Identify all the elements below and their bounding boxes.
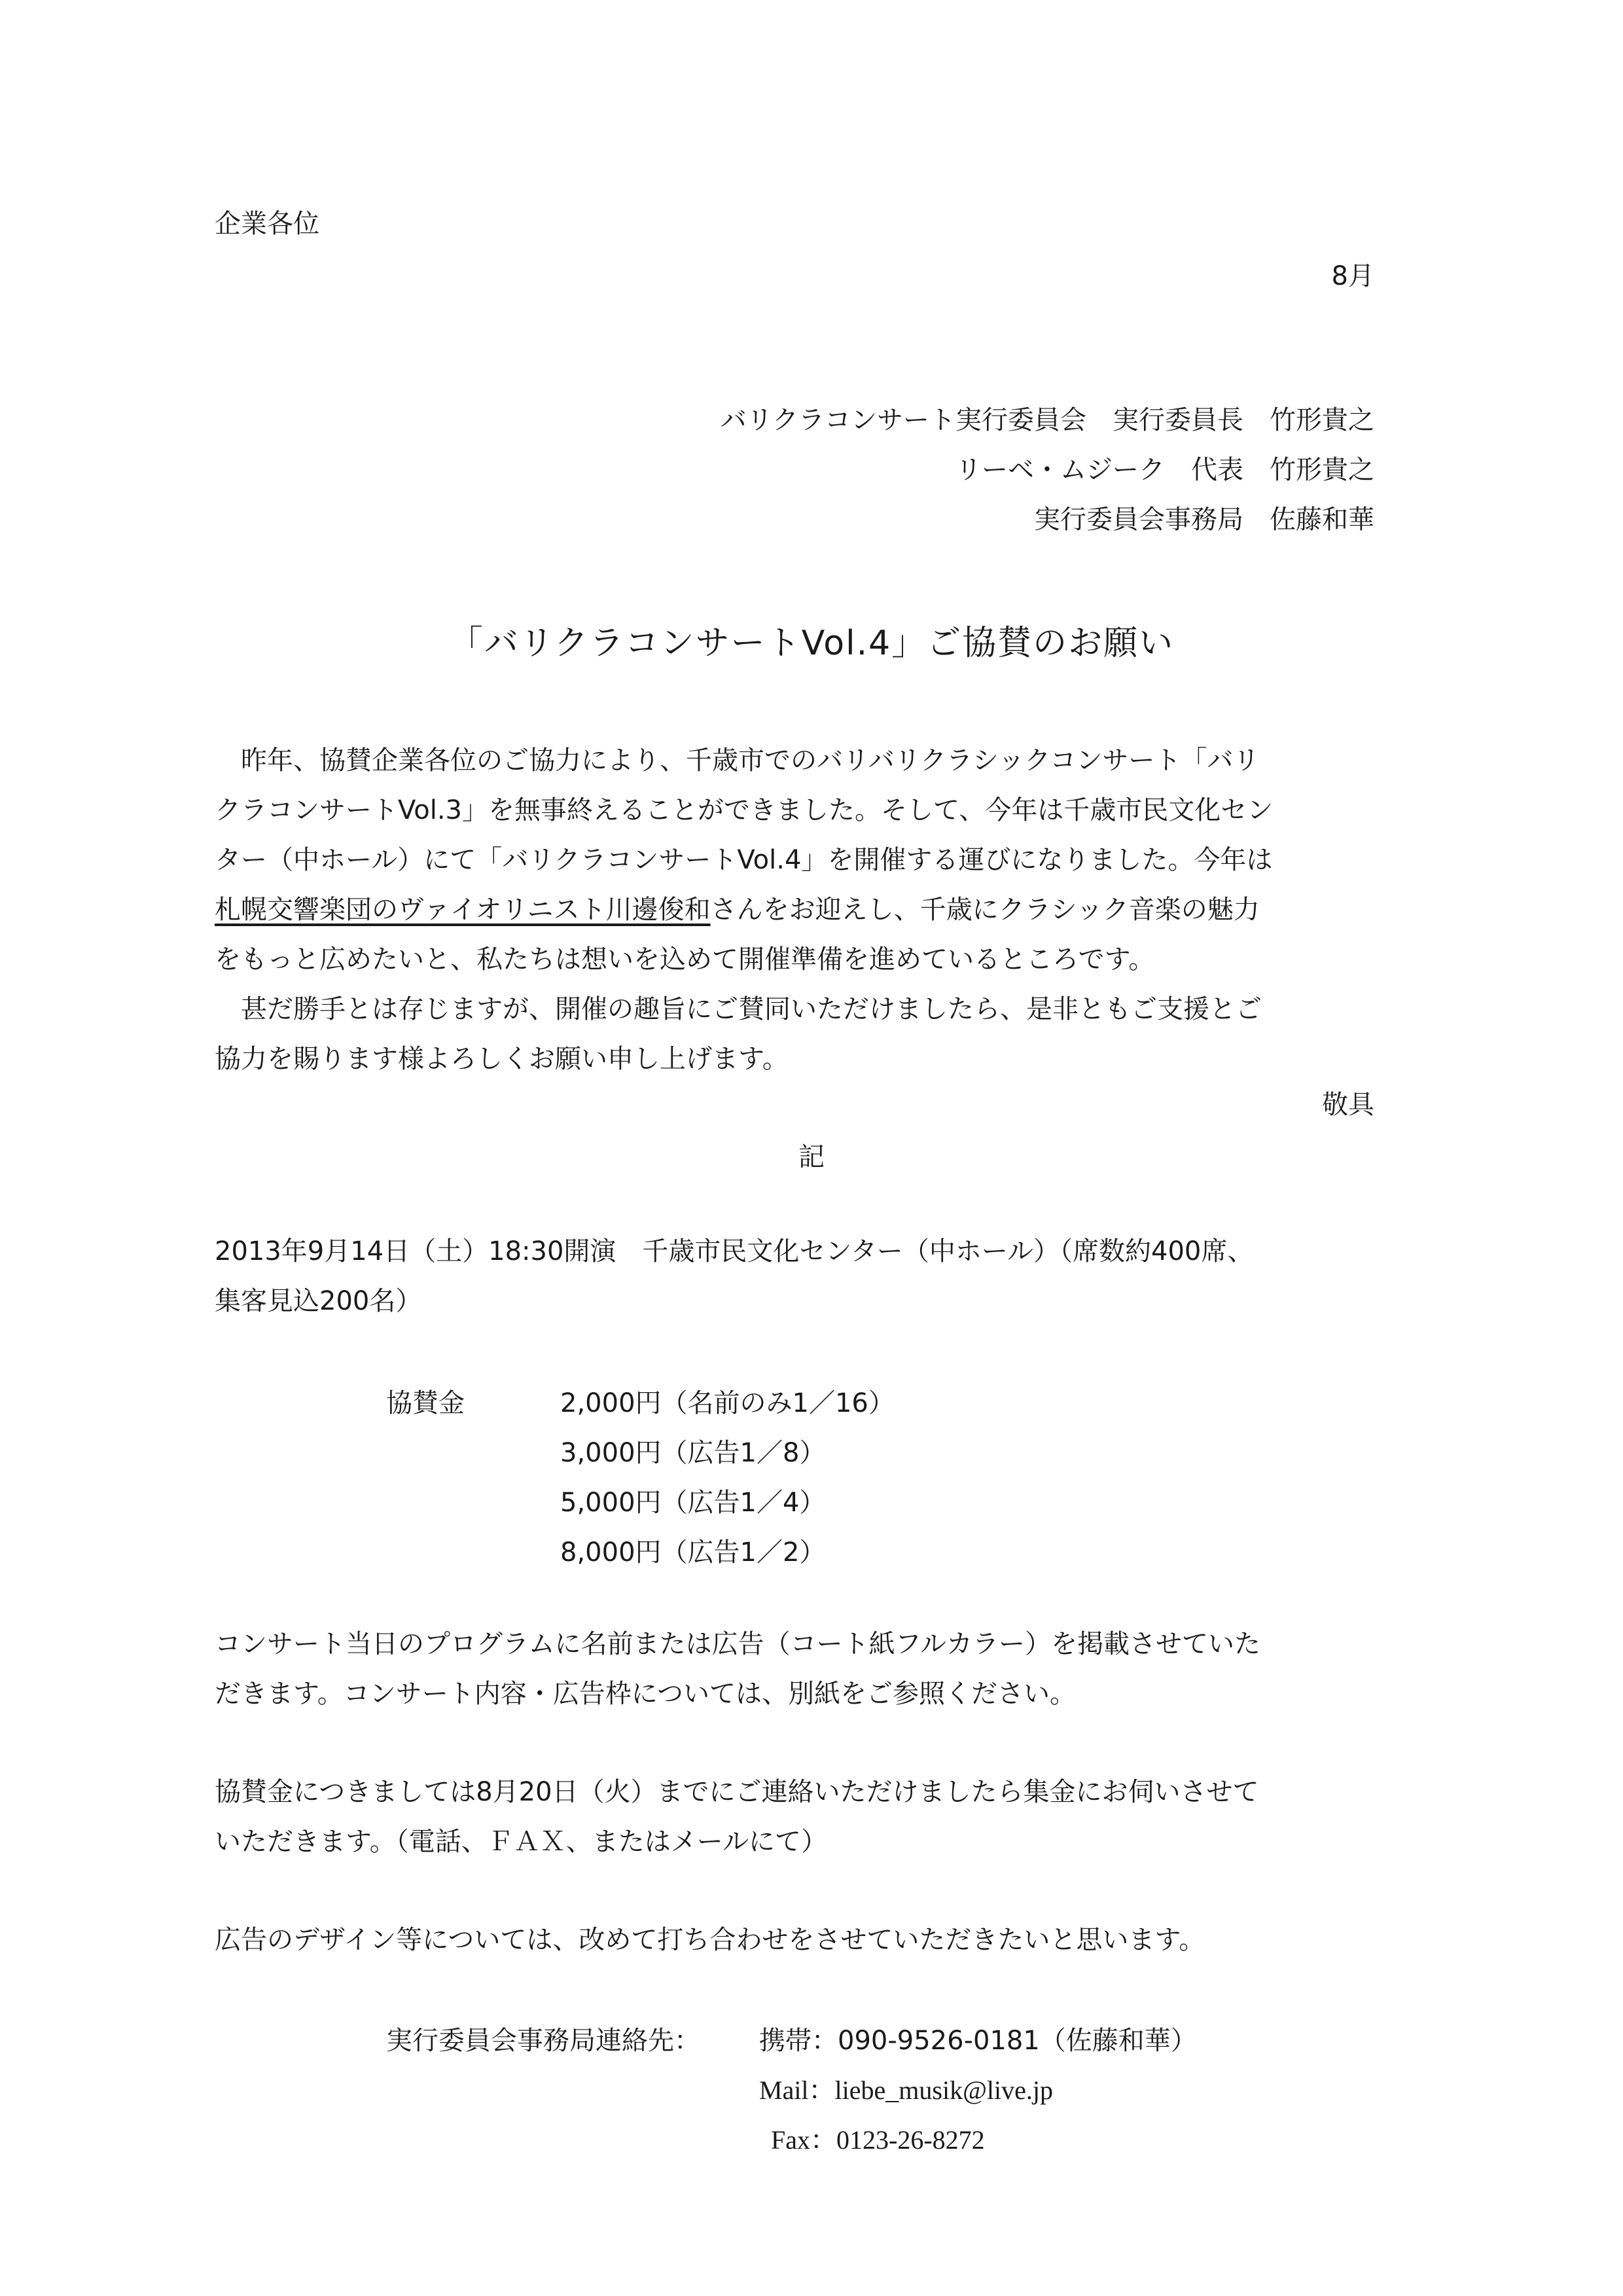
sender-line: 実行委員会事務局 佐藤和華 bbox=[1034, 505, 1374, 535]
body-line: 昨年、協賛企業各位のご協力により、千歳市でのバリバリクラシックコンサート「バリ bbox=[215, 745, 1260, 776]
sender-line: バリクラコンサート実行委員会 実行委員長 竹形貴之 bbox=[720, 405, 1374, 435]
contact-label: 実行委員会事務局連絡先： bbox=[386, 2026, 700, 2056]
note-line: コンサート当日のプログラムに名前または広告（コート紙フルカラー）を掲載させていた bbox=[215, 1629, 1260, 1659]
document-title: 「バリクラコンサートVol.4」ご協賛のお願い bbox=[448, 624, 1175, 663]
event-line: 集客見込200名） bbox=[215, 1286, 422, 1316]
sponsorship-tier: 3,000円（広告1／8） bbox=[560, 1438, 826, 1468]
closing: 敬具 bbox=[1322, 1090, 1374, 1120]
sender-line: リーベ・ムジーク 代表 竹形貴之 bbox=[955, 455, 1374, 485]
body-line-rest: さんをお迎えし、千歳にクラシック音楽の魅力 bbox=[710, 895, 1260, 925]
orchestra-violinist-name: 札幌交響楽団のヴァイオリニスト川邊俊和 bbox=[215, 895, 711, 925]
sponsorship-tier: 5,000円（広告1／4） bbox=[560, 1488, 826, 1518]
note-line: だきます。コンサート内容・広告枠については、別紙をご参照ください。 bbox=[215, 1679, 1076, 1709]
date: 8月 bbox=[1331, 261, 1374, 291]
body-line: ター（中ホール）にて「バリクラコンサートVol.4」を開催する運びになりました。今年は bbox=[215, 845, 1273, 875]
contact-phone: 携帯：090-9526-0181（佐藤和華） bbox=[759, 2026, 1197, 2056]
body-line: 甚だ勝手とは存じますが、開催の趣旨にご賛同いただけましたら、是非ともご支援とご bbox=[215, 994, 1262, 1024]
body-line: をもっと広めたいと、私たちは想いを込めて開催準備を進めているところです。 bbox=[215, 944, 1155, 975]
body-line: クラコンサートVol.3」を無事終えることができました。そして、今年は千歳市民文化セン bbox=[215, 795, 1274, 825]
note-line: 広告のデザイン等については、改めて打ち合わせをさせていただきたいと思います。 bbox=[215, 1925, 1205, 1955]
sponsorship-tier: 8,000円（広告1／2） bbox=[560, 1537, 826, 1568]
note-line: いただきます。（電話、ＦＡＸ、またはメールにて） bbox=[215, 1827, 827, 1857]
contact-mail: Mail：liebe_musik@live.jp bbox=[759, 2075, 1054, 2105]
contact-fax: Fax：0123-26-8272 bbox=[771, 2125, 985, 2155]
ki-heading: 記 bbox=[798, 1142, 825, 1172]
note-line: 協賛金につきましては8月20日（火）までにご連絡いただけましたら集金にお伺いさせて bbox=[215, 1777, 1259, 1807]
addressee: 企業各位 bbox=[215, 209, 319, 239]
sponsorship-label: 協賛金 bbox=[386, 1388, 465, 1418]
event-line: 2013年9月14日（土）18:30開演 千歳市民文化センター（中ホール）（席数約400席、 bbox=[215, 1236, 1254, 1266]
sponsorship-tier: 2,000円（名前のみ1／16） bbox=[560, 1388, 895, 1418]
body-line bbox=[215, 889, 1260, 926]
body-line: 協力を賜ります様よろしくお願い申し上げます。 bbox=[215, 1044, 789, 1074]
